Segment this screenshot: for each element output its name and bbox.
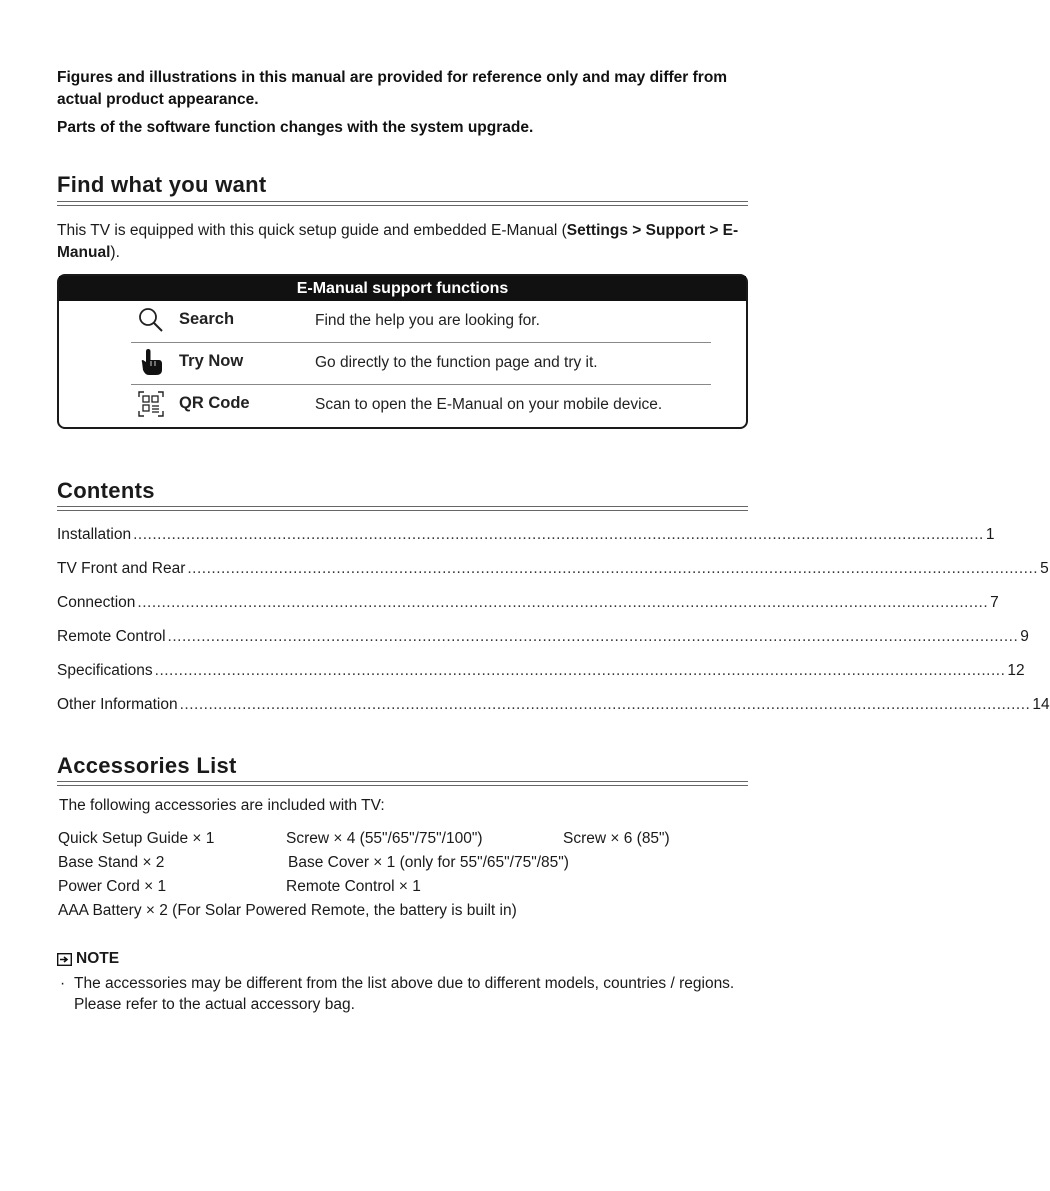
toc-entry-installation[interactable]: [57, 525, 995, 545]
toc-page-number: 1: [985, 526, 995, 543]
toc-label: Connection: [57, 594, 136, 611]
disclaimer-figures: Figures and illustrations in this manual are provided for reference only and may differ from actual product appearance.: [57, 69, 728, 108]
toc-page-number: 12: [1007, 662, 1025, 679]
toc-entry-other-information[interactable]: [57, 695, 1050, 715]
accessory-remote-control: Remote Control × 1: [286, 878, 421, 895]
toc-page-number: 9: [1020, 628, 1029, 645]
toc-label: Remote Control: [57, 628, 166, 645]
accessories-section-title: Accessories List: [57, 753, 237, 778]
toc-page-number: 14: [1032, 696, 1050, 713]
feature-desc-try-now: Go directly to the function page and try it.: [315, 354, 598, 371]
feature-row-search: [131, 301, 711, 343]
feature-row-qr-code: [131, 385, 711, 427]
toc-leader-dots: .................................................................................................................................................................................: [137, 594, 989, 611]
feature-desc-qr-code: Scan to open the E-Manual on your mobile device.: [315, 396, 663, 413]
toc-page-number: 7: [990, 594, 999, 611]
toc-leader-dots: .................................................................................................................................................................................: [167, 628, 1019, 645]
note-bullet: ·: [60, 975, 66, 992]
contents-title-divider: [57, 506, 748, 511]
toc-label: TV Front and Rear: [57, 560, 186, 577]
accessory-base-cover: Base Cover × 1 (only for 55"/65"/75"/85"): [288, 854, 569, 871]
accessories-title-divider: [57, 781, 748, 786]
intro-suffix: ).: [110, 244, 120, 261]
toc-entry-connection[interactable]: [57, 593, 999, 613]
note-label: NOTE: [76, 950, 120, 967]
feature-name-qr-code: QR Code: [179, 394, 250, 412]
note-body: [60, 973, 740, 1015]
feature-name-try-now: Try Now: [179, 352, 244, 370]
feature-desc-search: Find the help you are looking for.: [315, 312, 540, 329]
find-title-divider: [57, 201, 748, 206]
accessory-base-stand: Base Stand × 2: [58, 854, 165, 871]
accessory-aaa-battery: AAA Battery × 2 (For Solar Powered Remote, the battery is built in): [58, 902, 517, 919]
disclaimer-software: Parts of the software function changes with the system upgrade.: [57, 119, 534, 136]
toc-entry-remote-control[interactable]: [57, 627, 1029, 647]
qr-code-icon: [137, 390, 165, 418]
find-section-title: Find what you want: [57, 172, 267, 197]
accessory-screw-6: Screw × 6 (85"): [563, 830, 670, 847]
toc-leader-dots: .................................................................................................................................................................................: [154, 662, 1006, 679]
note-heading: [57, 950, 119, 968]
emanual-box-header: E-Manual support functions: [59, 276, 746, 301]
intro-prefix: This TV is equipped with this quick setup guide and embedded E-Manual (: [57, 222, 567, 239]
note-icon: [57, 953, 72, 966]
magnifier-icon: [137, 306, 165, 334]
accessories-intro: The following accessories are included with TV:: [59, 797, 385, 814]
accessory-quick-setup-guide: Quick Setup Guide × 1: [58, 830, 215, 847]
feature-name-search: Search: [179, 310, 235, 328]
note-text: The accessories may be different from the list above due to different models, countries / regions. Please refer to the actual accessory bag.: [74, 975, 735, 1013]
find-intro-text: [57, 220, 747, 264]
toc-entry-specifications[interactable]: [57, 661, 1025, 681]
feature-row-try-now: [131, 343, 711, 385]
toc-leader-dots: .................................................................................................................................................................................: [187, 560, 1039, 577]
accessory-power-cord: Power Cord × 1: [58, 878, 167, 895]
intro-menu-path: Settings > Support > E-Manual: [57, 222, 739, 261]
toc-leader-dots: .................................................................................................................................................................................: [133, 526, 984, 543]
emanual-functions-box: [57, 274, 748, 429]
toc-label: Specifications: [57, 662, 153, 679]
toc-entry-tv-front-rear[interactable]: [57, 559, 1049, 579]
toc-label: Installation: [57, 526, 132, 543]
pointing-hand-icon: [137, 348, 165, 376]
toc-label: Other Information: [57, 696, 178, 713]
accessory-screw-4: Screw × 4 (55"/65"/75"/100"): [286, 830, 483, 847]
toc-leader-dots: .................................................................................................................................................................................: [179, 696, 1031, 713]
toc-page-number: 5: [1040, 560, 1049, 577]
contents-section-title: Contents: [57, 478, 155, 503]
